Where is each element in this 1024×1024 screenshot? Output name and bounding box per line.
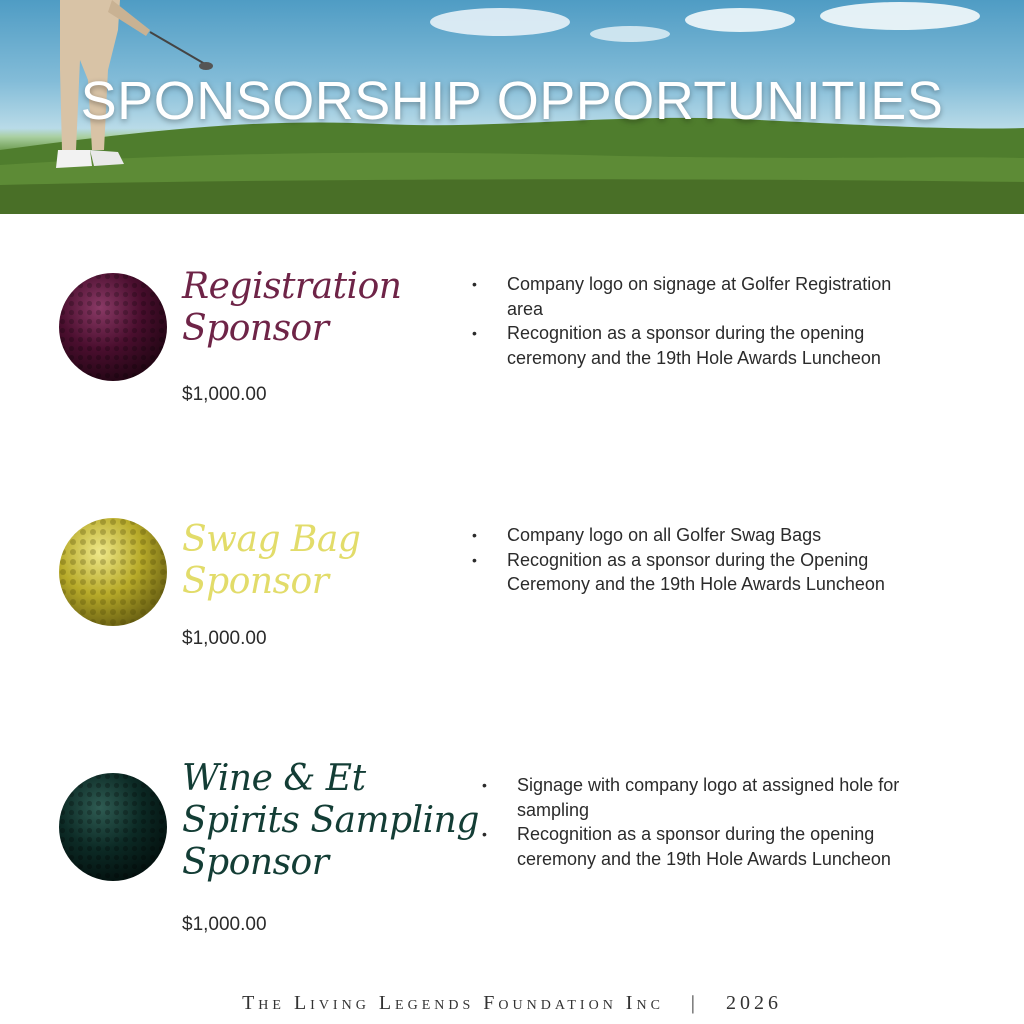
list-item: • Company logo on all Golfer Swag Bags: [472, 523, 932, 548]
benefits-list: [482, 773, 942, 871]
footer-org: The Living Legends Foundation Inc: [242, 992, 664, 1014]
list-item: • Recognition as a sponsor during the Opening Ceremony and the 19th Hole Awards Luncheon: [472, 548, 932, 597]
sponsor-price: $1,000.00: [182, 384, 267, 405]
sponsor-name: Wine & Et Spirits Sampling Sponsor: [182, 758, 479, 883]
benefits-list: [472, 523, 932, 597]
golf-ball-icon: [58, 272, 168, 382]
page-title: SPONSORSHIP OPPORTUNITIES: [80, 71, 944, 131]
sponsor-price: $1,000.00: [182, 914, 267, 935]
sponsor-name: Registration Sponsor: [182, 266, 402, 349]
header-banner: [0, 0, 1024, 214]
sponsor-price: $1,000.00: [182, 628, 267, 649]
list-item: • Recognition as a sponsor during the opening ceremony and the 19th Hole Awards Luncheon: [472, 321, 932, 370]
sponsor-name: Swag Bag Sponsor: [182, 519, 361, 602]
list-item: • Signage with company logo at assigned hole for sampling: [482, 773, 942, 822]
footer: [0, 992, 1024, 1015]
list-item: • Recognition as a sponsor during the opening ceremony and the 19th Hole Awards Luncheon: [482, 822, 942, 871]
list-item: • Company logo on signage at Golfer Registration area: [472, 272, 932, 321]
footer-year: 2026: [725, 992, 782, 1014]
golf-ball-icon: [58, 772, 168, 882]
golf-ball-icon: [58, 517, 168, 627]
benefits-list: [472, 272, 932, 370]
footer-separator: |: [690, 992, 699, 1014]
